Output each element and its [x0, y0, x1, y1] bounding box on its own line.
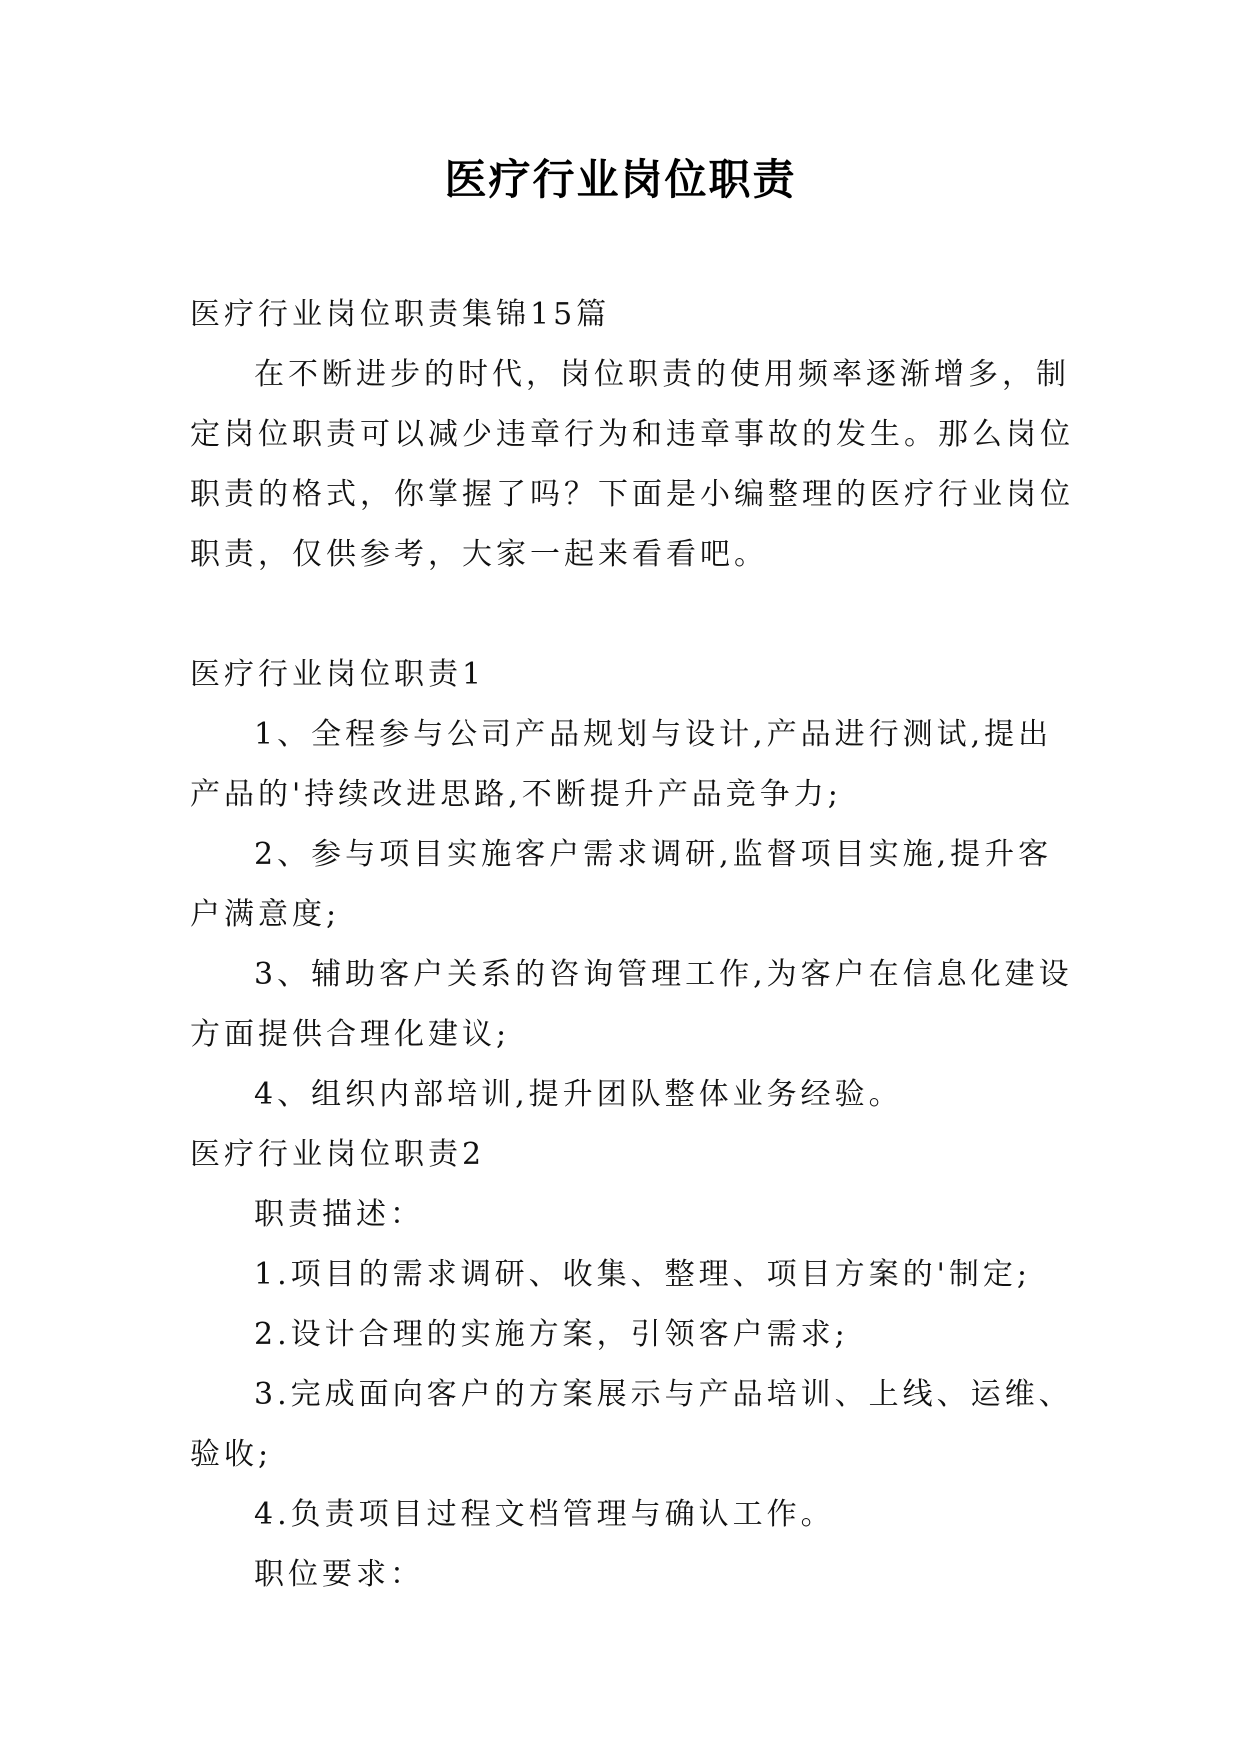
section-spacer [190, 585, 1060, 645]
section2-item3-line1: 3.完成面向客户的方案展示与产品培训、上线、运维、 [254, 1377, 1073, 1412]
document-title: 医疗行业岗位职责 [444, 155, 797, 204]
intro-line-2: 定岗位职责可以减少违章行为和违章事故的发生。那么岗位 [190, 417, 1074, 452]
section1-item4: 4、组织内部培训,提升团队整体业务经验。 [254, 1077, 903, 1112]
section2-description-label: 职责描述： [254, 1197, 424, 1232]
intro-line-1: 在不断进步的时代，岗位职责的使用频率逐渐增多，制 [254, 357, 1070, 392]
section1-item3-line1: 3、辅助客户关系的咨询管理工作,为客户在信息化建设 [254, 957, 1073, 992]
section1-heading: 医疗行业岗位职责1 [190, 657, 486, 692]
section1-item2-line1: 2、参与项目实施客户需求调研,监督项目实施,提升客 [254, 837, 1053, 872]
section1-item3-line2: 方面提供合理化建议; [190, 1017, 511, 1052]
section2-item1: 1.项目的需求调研、收集、整理、项目方案的'制定; [254, 1257, 1031, 1292]
section2-item3-line2: 验收; [190, 1437, 273, 1472]
intro-line-3: 职责的格式，你掌握了吗？下面是小编整理的医疗行业岗位 [190, 477, 1074, 512]
section2-requirements-label: 职位要求： [254, 1557, 424, 1592]
section1-item1-line1: 1、全程参与公司产品规划与设计,产品进行测试,提出 [254, 717, 1053, 752]
section2-heading: 医疗行业岗位职责2 [190, 1137, 486, 1172]
collection-title: 医疗行业岗位职责集锦15篇 [190, 297, 611, 332]
section1-item1-line2: 产品的'持续改进思路,不断提升产品竞争力; [190, 777, 842, 812]
section2-item2: 2.设计合理的实施方案，引领客户需求; [254, 1317, 849, 1352]
section2-item4: 4.负责项目过程文档管理与确认工作。 [254, 1497, 835, 1532]
intro-line-4: 职责，仅供参考，大家一起来看看吧。 [190, 537, 768, 572]
document-body [190, 285, 1074, 1605]
section1-item2-line2: 户满意度; [190, 897, 341, 932]
